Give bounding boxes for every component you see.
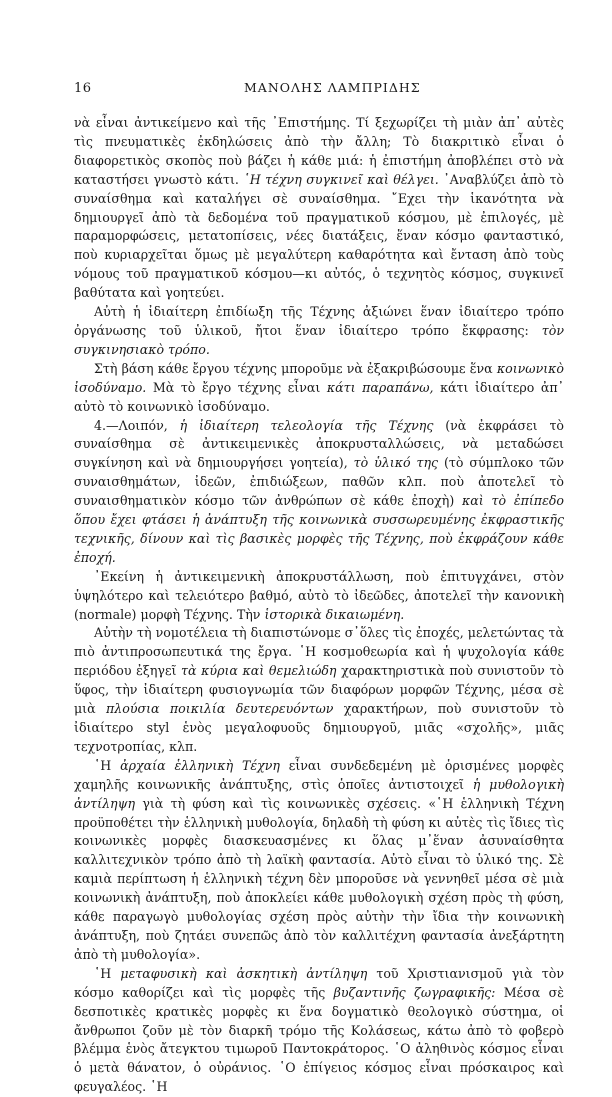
italic-text: κοινωνικὸ ἰσοδύναμο. xyxy=(74,360,564,395)
paragraph xyxy=(74,568,564,625)
italic-text: ἡ μυθολογικὴ ἀντίληψη xyxy=(74,776,564,811)
text-run: κάτι ἰδιαίτερο ἀπ᾿ αὐτὸ τὸ κοινωνικὸ ἰσοδύναμο. xyxy=(74,379,564,414)
italic-text: τὸ ὑλικό της xyxy=(353,455,439,471)
running-head: ΜΑΝΟΛΗΣ ΛΑΜΠΡΙΔΗΣ xyxy=(244,80,421,95)
text-run: ᾿Εκείνη ἡ ἀντικειμενικὴ ἀποκρυστάλλωση, ποὺ ἐπιτυγχάνει, στὸν ὑψηλότερο καὶ τελειότερο βαθμό, αὐτὸ τὸ ἰδεῶδες, ἀποτελεῖ τὴν κανονικὴ (normale) μορφὴ Τέχνης. Τὴν xyxy=(74,568,564,622)
text-run: Αὐτὴν τὴ νομοτέλεια τὴ διαπιστώνομε σ᾿ὅλες τὶς ἐποχές, μελετώντας τὰ πιὸ ἀντιπροσωπευτικά της ἔργα. ῾Η κοσμοθεωρία καὶ ἡ ψυχολογία κάθε περιόδου ἐξηγεῖ xyxy=(74,625,564,679)
text-run: χαρακτηριστικὰ ποὺ συνιστοῦν τὸ ὕφος, τὴν ἰδιαίτερη φυσιογνωμία τῶν διαφόρων μορφῶν Τέχνης, μέσα σὲ μιὰ xyxy=(74,663,565,717)
italic-text: τὸν συγκινησιακὸ τρόπο. xyxy=(74,322,564,357)
italic-text: πλούσια ποικιλία δευτερευόντων xyxy=(106,701,334,717)
page-header xyxy=(74,80,564,114)
paragraph xyxy=(74,757,564,965)
paragraph xyxy=(74,360,564,417)
text-run: 4.—Λοιπόν, xyxy=(94,417,180,433)
paragraph xyxy=(74,624,564,756)
text-run: ῾Η xyxy=(94,965,121,981)
text-run: Αὐτὴ ἡ ἰδιαίτερη ἐπιδίωξη τῆς Τέχνης ἀξιώνει ἕναν ἰδιαίτερο τρόπο ὀργάνωσης τοῦ ὑλικοῦ, ἤτοι ἕναν ἰδιαίτερο τρόπο ἔκφρασης: xyxy=(74,304,564,338)
italic-text: τὰ κύρια καὶ θεμελιώδη xyxy=(181,663,337,679)
italic-text: ἱστορικὰ δικαιωμένη. xyxy=(264,606,405,622)
italic-text: ἀρχαία ἑλληνικὴ Τέχνη xyxy=(120,757,280,773)
text-run: ῾Η xyxy=(94,757,121,773)
text-run: Στὴ βάση κάθε ἔργου τέχνης μποροῦμε νὰ ἐξακριβώσουμε ἕνα xyxy=(94,360,497,376)
italic-text: ῾Η τέχνη συγκινεῖ καὶ θέλγει. xyxy=(243,171,439,187)
italic-text: καὶ τὸ ἐπίπεδο ὅπου ἔχει φτάσει ἡ ἀνάπτυξη τῆς κοινωνικὰ συσσωρευμένης ἐκφραστικῆς τεχνικῆς, δίνουν καὶ τὶς βασικὲς μορφὲς τῆς Τέχνης, ποὺ ἐκφράζουν κάθε ἐποχή. xyxy=(74,493,564,565)
italic-text: ἡ ἰδιαίτερη τελεολογία τῆς Τέχνης xyxy=(179,417,434,433)
page-number: 16 xyxy=(74,81,92,96)
text-run: (τὸ σύμπλοκο τῶν συναισθημάτων, ἰδεῶν, ἐπιδιώξεων, παθῶν κλπ. ποὺ ἀποτελεῖ τὸ συναισθηματικὸν κόσμο τῶν ἀνθρώπων σὲ κάθε ἐποχὴ) xyxy=(74,455,564,509)
italic-text: βυζαντινῆς ζωγραφικῆς: xyxy=(333,984,496,1000)
body-text xyxy=(74,114,564,1097)
text-run: Μέσα σὲ δεσποτικὲς κρατικὲς μορφὲς κι ἕνα δογματικὸ θεολογικὸ σύστημα, οἱ ἄνθρωποι ζοῦν μὲ τὸν διαρκῆ τρόμο τῆς Κολάσεως, κάτω ἀπὸ τὸ φοβερὸ βλέμμα ἑνὸς ἄτεγκτου τιμωροῦ Παντοκράτορος. ῾Ο ἀληθινὸς κόσμος εἶναι ὁ μετὰ θάνατον, ὁ οὐράνιος. ῾Ο ἐπίγειος κόσμος εἶναι πρόσκαιρος καὶ φευγαλέος. ῾Η xyxy=(74,984,564,1095)
italic-text: κάτι παραπάνω, xyxy=(326,379,434,395)
paragraph xyxy=(74,417,564,568)
paragraph xyxy=(74,114,564,303)
text-run: εἶναι συνδεδεμένη μὲ ὁρισμένες μορφὲς χαμηλῆς κοινωνικῆς ἀνάπτυξης, στὶς ὁποῖες ἀντιστοιχεῖ xyxy=(74,757,564,792)
paragraph xyxy=(74,303,564,360)
text-run: χαρακτήρων, ποὺ συνιστοῦν τὸ ἰδιαίτερο styl ἑνὸς μεγαλοφυοῦς δημιουργοῦ, μιᾶς «σχολῆς», μιᾶς τεχνοτροπίας, κλπ. xyxy=(74,701,564,754)
text-run: (νὰ ἐκφράσει τὸ συναίσθημα σὲ ἀντικειμενικὲς ἀποκρυσταλλώσεις, νὰ μεταδώσει συγκίνηση καὶ νὰ δημιουργήσει γοητεία), xyxy=(74,417,564,471)
paragraph xyxy=(74,965,564,1097)
text-run: Μὰ τὸ ἔργο τέχνης εἶναι xyxy=(146,379,327,395)
text-run: νὰ εἶναι ἀντικείμενο καὶ τῆς ᾿Επιστήμης. Τί ξεχωρίζει τὴ μιὰν ἀπ᾿ αὐτὲς τὶς πνευματικὲς ἐκδηλώσεις ἀπὸ τὴν ἄλλη; Τὸ διακριτικὸ εἶναι ὁ διαφορετικὸς σκοπὸς ποὺ βάζει ἡ κάθε μιά: ἡ ἐπιστήμη ἀποβλέπει στὸ νὰ καταστήσει γνωστὸ κάτι. xyxy=(74,115,564,187)
text-run: ᾿Αναβλύζει ἀπὸ τὸ συναίσθημα καὶ καταλήγει σὲ συναίσθημα. ῎Εχει τὴν ἱκανότητα νὰ δημιουργεῖ ἀπὸ τὰ δεδομένα τοῦ πραγματικοῦ κόσμου, μὲ ἐπιλογές, μὲ παραμορφώσεις, μετατοπίσεις, νέες διατάξεις, ἕναν κόσμο φανταστικό, ποὺ κυριαρχεῖται ὅμως μὲ μεγαλύτερη καθαρότητα καὶ ἔνταση ἀπὸ τοὺς νόμους τοῦ πραγματικοῦ κόσμου—κι αὐτός, ὁ τεχνητὸς κόσμος, συγκινεῖ βαθύτατα καὶ γοητεύει. xyxy=(74,171,564,301)
text-run: τοῦ Χριστιανισμοῦ γιὰ τὸν κόσμο καθορίζει καὶ τὶς μορφὲς τῆς xyxy=(74,965,564,1000)
text-run: γιὰ τὴ φύση καὶ τὶς κοινωνικὲς σχέσεις. «῾Η ἑλληνικὴ Τέχνη προϋποθέτει τὴν ἑλληνικὴ μυθολογία, δηλαδὴ τὴ φύση κι αὐτὲς τὶς ἴδιες τὶς κοινωνικὲς μορφὲς διασκευασμένες κι ὅλας μ᾿ἕναν ἀσυναίσθητα καλλιτεχνικὸν τρόπο ἀπὸ τὴ λαϊκὴ φαντασία. Αὐτὸ εἶναι τὸ ὑλικό της. Σὲ καμιὰ περίπτωση ἡ ἑλληνικὴ τέχνη δὲν μποροῦσε νὰ γεννηθεῖ μέσα σὲ μιὰ κοινωνικὴ ἀνάπτυξη, ποὺ ἀποκλείει κάθε μυθολογικὴ σχέση πρὸς τὴ φύση, κάθε παραγωγὸ μυθολογίας σχέση πρὸς αὐτὴν τὴν ἴδια τὴν κοινωνικὴ ἀνάπτυξη, ποὺ ζητάει συνεπῶς ἀπὸ τὸν καλλιτέχνη φαντασία ἀνεξάρτητη ἀπὸ τὴ μυθολογία». xyxy=(74,795,564,962)
italic-text: μεταφυσικὴ καὶ ἀσκητικὴ ἀντίληψη xyxy=(120,965,368,981)
